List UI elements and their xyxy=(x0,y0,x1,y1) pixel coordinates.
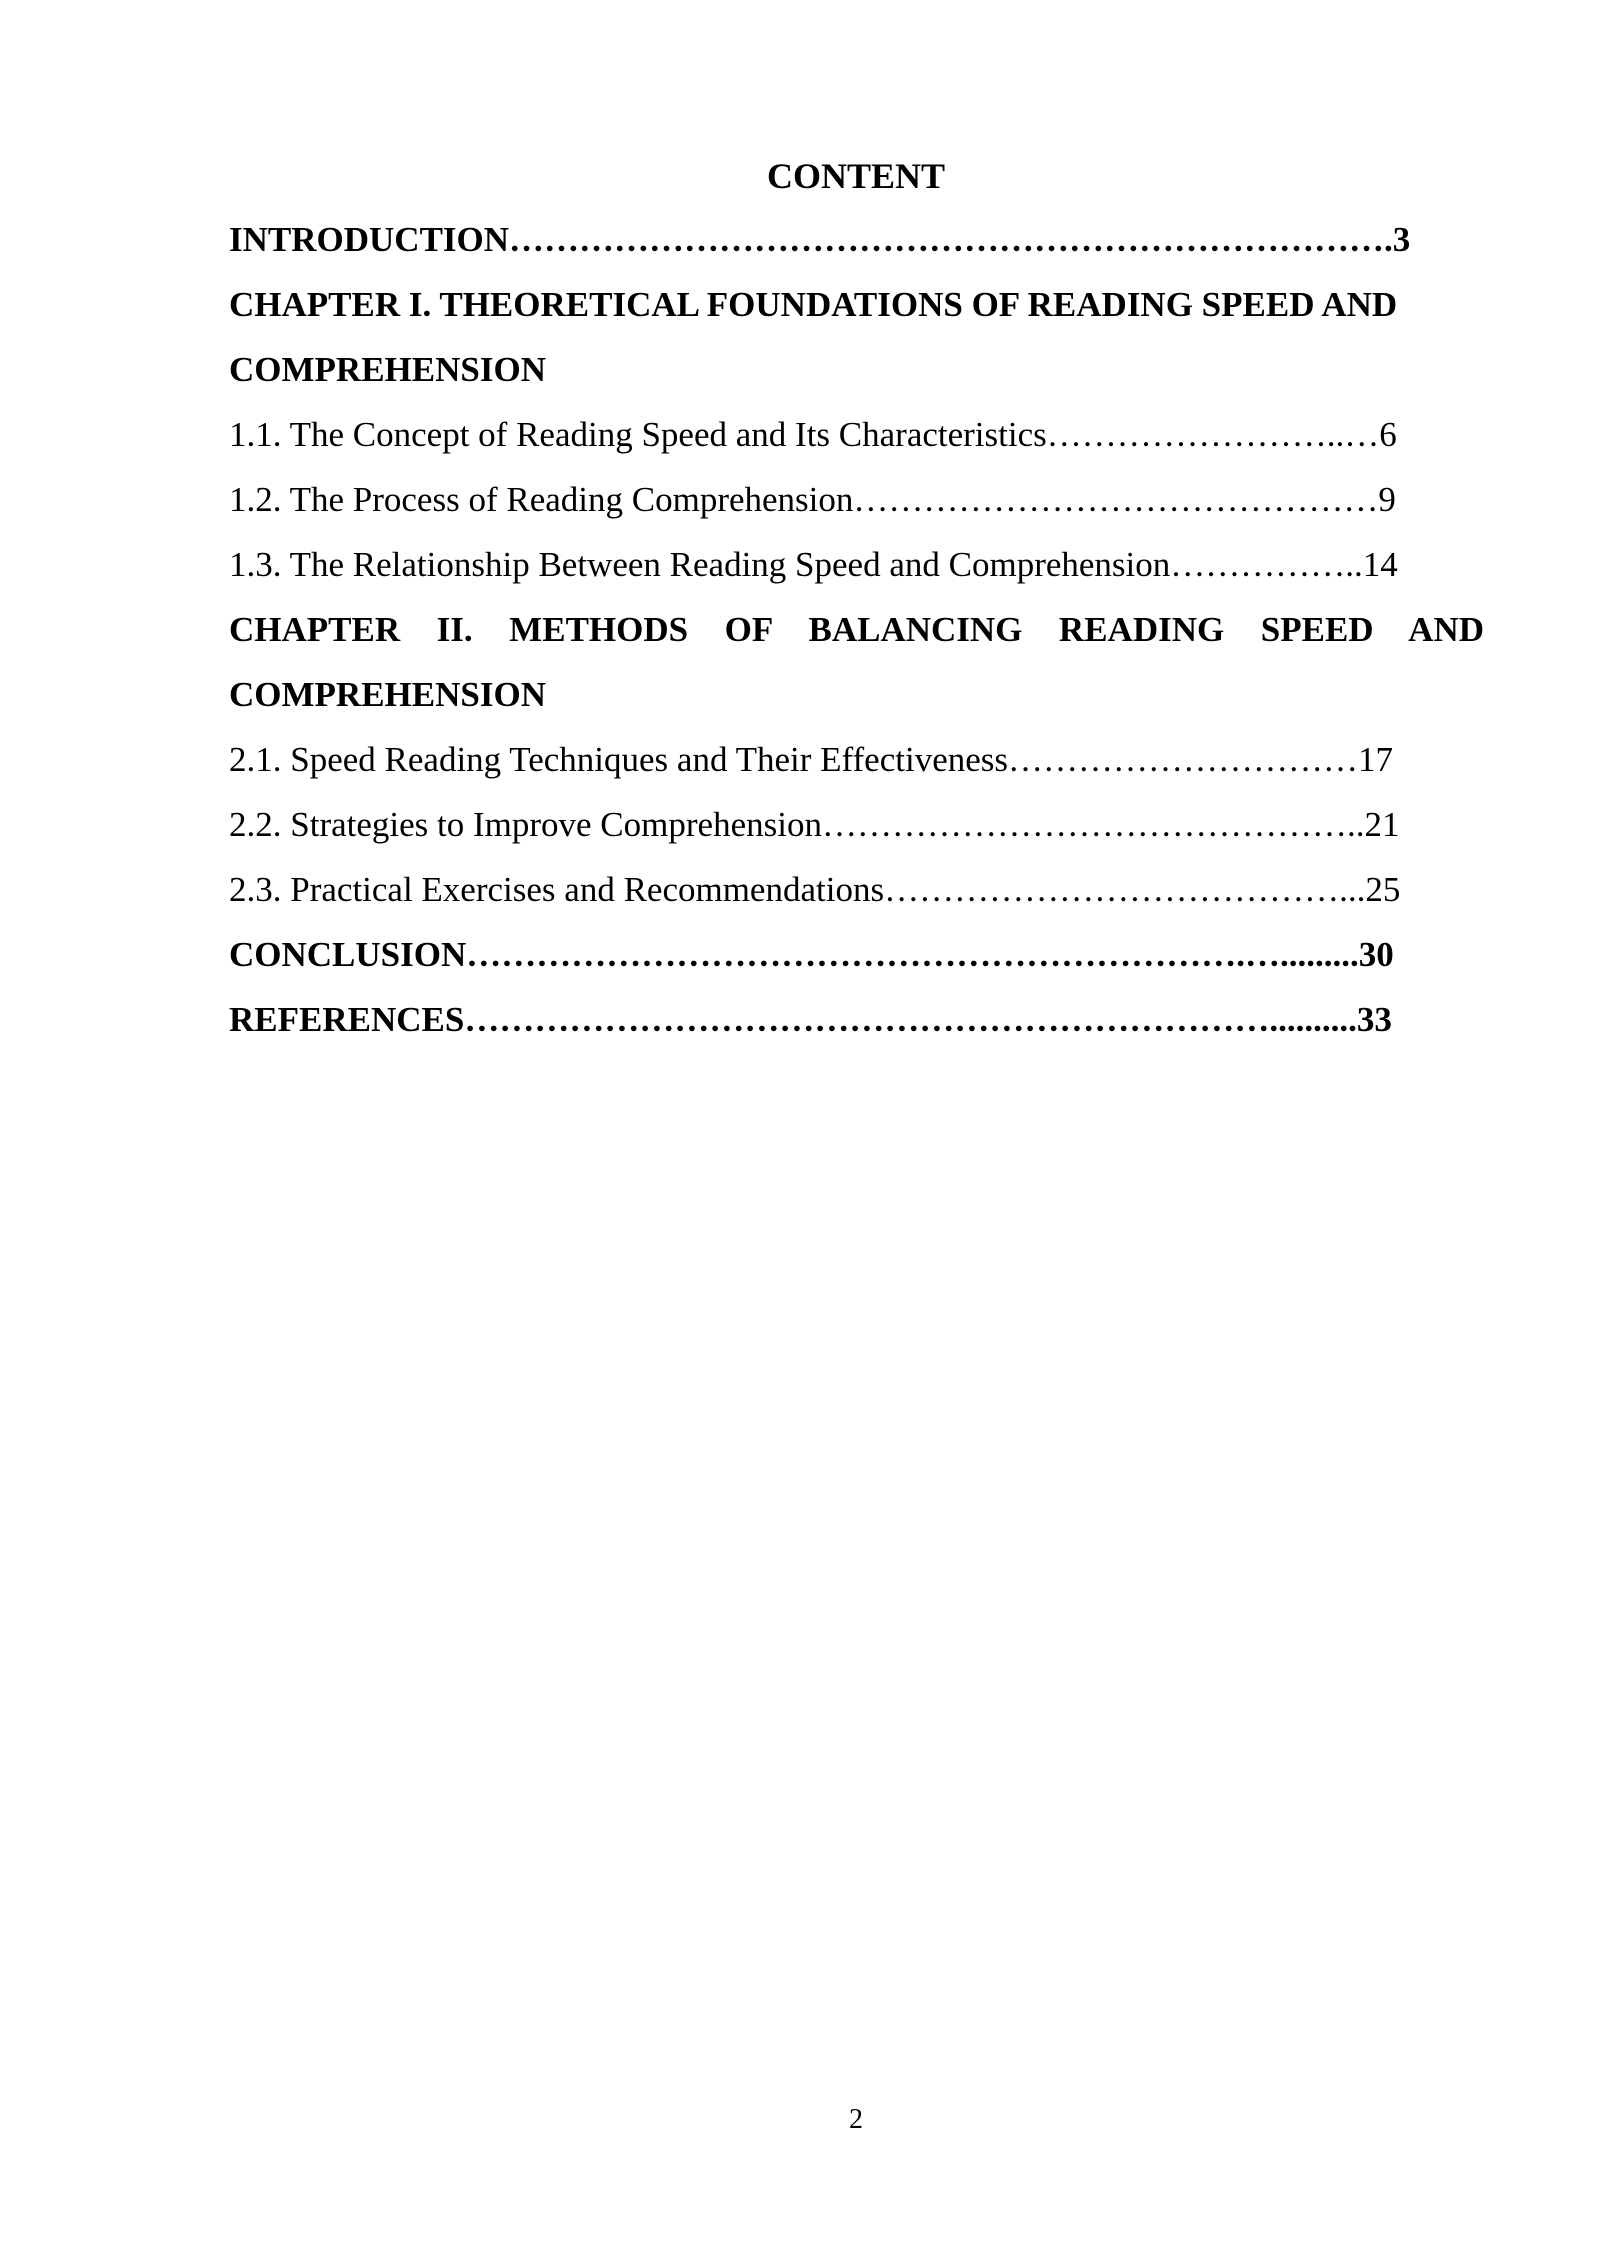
toc-entry-conclusion: CONCLUSION………………………………………………………….….........30 xyxy=(229,935,1394,974)
table-of-contents xyxy=(229,207,1484,1052)
toc-entry-chapter-1-title: CHAPTER I. THEORETICAL FOUNDATIONS OF READING SPEED AND xyxy=(229,285,1398,324)
toc-entry-section-1-1: 1.1. The Concept of Reading Speed and Its Characteristics……………………..…6 xyxy=(229,415,1397,454)
page-number: 2 xyxy=(849,2104,863,2135)
toc-entry-chapter-2-title-continued: COMPREHENSION xyxy=(229,675,546,714)
toc-entry-section-2-2: 2.2. Strategies to Improve Comprehension………………………………………..21 xyxy=(229,805,1400,844)
toc-entry-section-2-1: 2.1. Speed Reading Techniques and Their Effectiveness…………………………17 xyxy=(229,740,1394,779)
toc-entry-introduction: INTRODUCTION………………………………………………………………….3 xyxy=(229,220,1411,259)
toc-entry-section-2-3: 2.3. Practical Exercises and Recommendations…………………………………...25 xyxy=(229,870,1401,909)
toc-entry-chapter-2-title: CHAPTER II. METHODS OF BALANCING READING SPEED AND xyxy=(229,610,1484,649)
toc-heading: CONTENT xyxy=(766,156,946,196)
toc-entry-references: REFERENCES……………………………………………………………..........33 xyxy=(229,1000,1392,1039)
toc-entry-chapter-1-title-continued: COMPREHENSION xyxy=(229,350,546,389)
toc-entry-section-1-3: 1.3. The Relationship Between Reading Speed and Comprehension……………..14 xyxy=(229,545,1398,584)
toc-entry-section-1-2: 1.2. The Process of Reading Comprehension………………………………………9 xyxy=(229,480,1396,519)
